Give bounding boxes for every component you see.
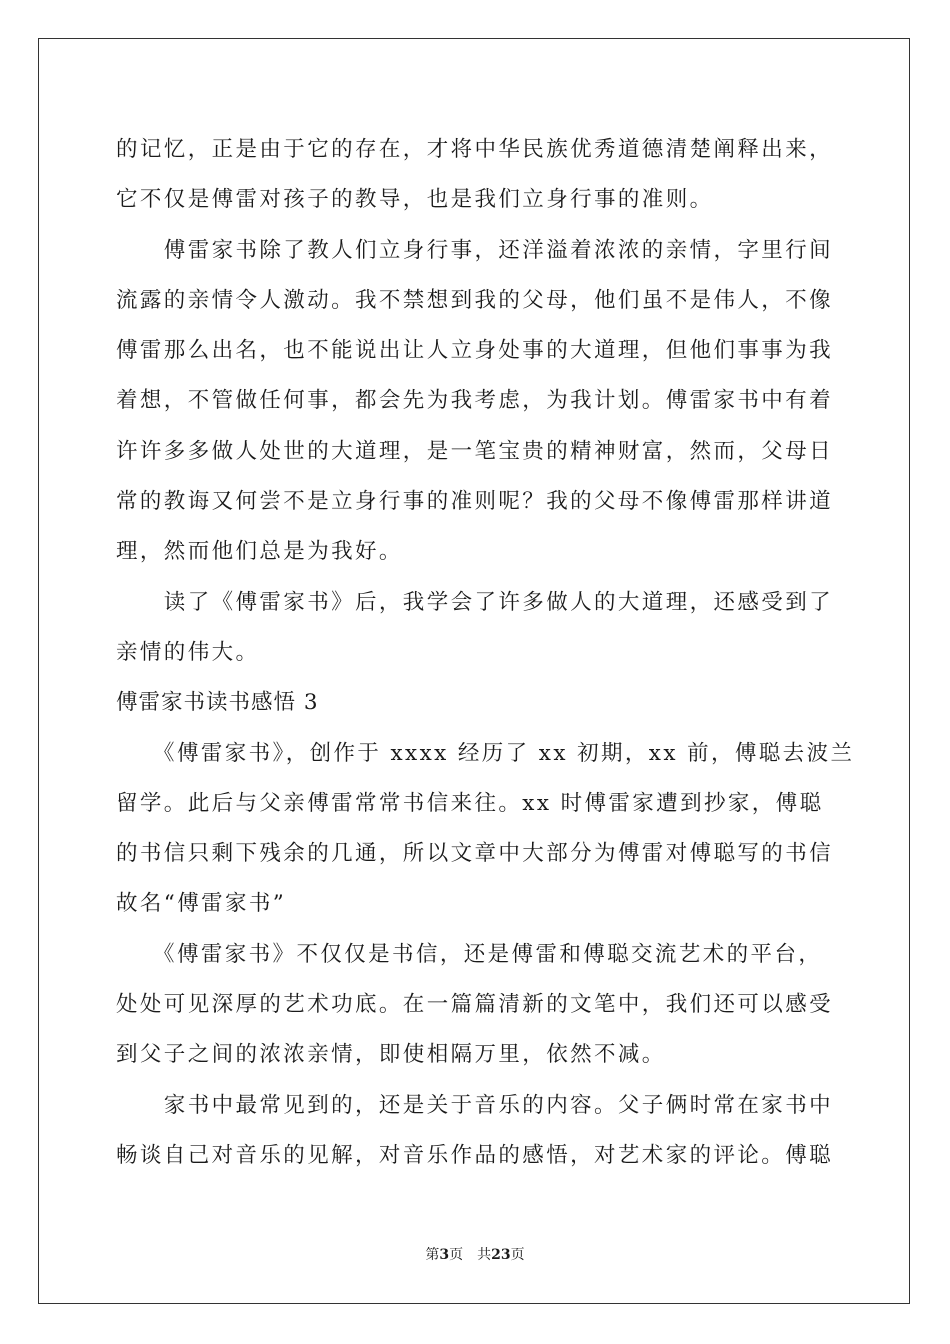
text-line: 亲情的伟大。	[116, 639, 260, 665]
text-line: 许许多多做人处世的大道理，是一笔宝贵的精神财富，然而，父母日	[116, 438, 834, 464]
text-line: 处处可见深厚的艺术功底。在一篇篇清新的文笔中，我们还可以感受	[116, 992, 834, 1018]
text-line: 故名“傅雷家书”	[116, 891, 287, 917]
page-footer	[0, 1244, 950, 1264]
section-heading: 傅雷家书读书感悟 3	[116, 690, 319, 716]
text-line: 读了《傅雷家书》后，我学会了许多做人的大道理，还感受到了	[116, 589, 834, 615]
page-suffix: 页	[510, 1247, 525, 1263]
text-line: 留学。此后与父亲傅雷常常书信来往。xx 时傅雷家遭到抄家，傅聪	[116, 790, 824, 816]
text-line: 到父子之间的浓浓亲情，即使相隔万里，依然不减。	[116, 1042, 666, 1068]
text-line: 家书中最常见到的，还是关于音乐的内容。父子俩时常在家书中	[116, 1092, 834, 1118]
text-line: 傅雷家书除了教人们立身行事，还洋溢着浓浓的亲情，字里行间	[116, 237, 834, 263]
text-line: 流露的亲情令人激动。我不禁想到我的父母，他们虽不是伟人，不像	[116, 287, 834, 313]
text-line: 畅谈自己对音乐的见解，对音乐作品的感悟，对艺术家的评论。傅聪	[116, 1142, 834, 1168]
document-body	[116, 125, 855, 1181]
text-line: 它不仅是傅雷对孩子的教导，也是我们立身行事的准则。	[116, 187, 714, 213]
text-line: 的记忆，正是由于它的存在，才将中华民族优秀道德清楚阐释出来，	[116, 137, 834, 162]
page-mid: 页 共	[449, 1247, 492, 1263]
text-line: 《傅雷家书》不仅仅是书信，还是傅雷和傅聪交流艺术的平台，	[116, 941, 823, 967]
text-line: 理，然而他们总是为我好。	[116, 539, 403, 565]
text-line: 《傅雷家书》，创作于 xxxx 经历了 xx 初期，xx 前，傅聪去波兰	[116, 740, 855, 766]
text-line: 着想，不管做任何事，都会先为我考虑，为我计划。傅雷家书中有着	[116, 388, 834, 414]
page-prefix: 第	[425, 1247, 440, 1263]
text-line: 傅雷那么出名，也不能说出让人立身处事的大道理，但他们事事为我	[116, 338, 834, 364]
page-current: 3	[439, 1247, 450, 1263]
page-total: 23	[491, 1247, 511, 1263]
text-line: 的书信只剩下残余的几通，所以文章中大部分为傅雷对傅聪写的书信	[116, 841, 834, 867]
text-line: 常的教诲又何尝不是立身行事的准则呢？我的父母不像傅雷那样讲道	[116, 489, 834, 515]
